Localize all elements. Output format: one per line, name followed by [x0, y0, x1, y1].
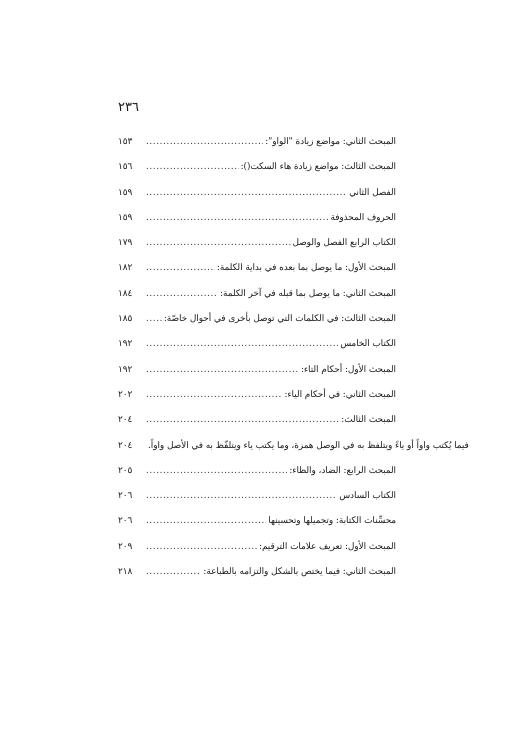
toc-entry — [118, 206, 396, 231]
toc-dot-leader — [146, 181, 347, 206]
toc-entry-title: المبحث الثالث: مواضع زيادة هاء السكت(): — [240, 162, 396, 173]
toc-dot-leader — [146, 332, 338, 357]
toc-entry-title: محسِّنات الكتابة: وتجميلها وتحسينها — [268, 516, 396, 527]
toc-entry — [118, 231, 396, 256]
toc-entry — [118, 282, 396, 307]
toc-entry — [118, 358, 396, 383]
toc-dot-leader — [146, 560, 201, 585]
toc-entry-page-number: ١٨٢ — [118, 263, 133, 274]
toc-entry-title: المبحث الثاني: فيما يختص بالشكل والتزامه بالطباعة: — [203, 567, 396, 578]
toc-dot-leader — [146, 231, 291, 256]
toc-entry-page-number: ١٥٦ — [118, 162, 133, 173]
toc-entry — [118, 256, 396, 281]
toc-entry-page-number: ٢٠٢ — [118, 389, 133, 400]
toc-entry-page-number: ١٥٩ — [118, 212, 133, 223]
toc-entry-page-number: ٢٠٩ — [118, 541, 133, 552]
toc-entry-title: الكتاب الخامس — [340, 339, 396, 350]
toc-entry-title: المبحث الأول: أحكام التاء: — [300, 364, 396, 375]
toc-entry-title: الكتاب الرابع الفصل والوصل — [292, 238, 396, 249]
toc-dot-leader — [146, 383, 282, 408]
toc-dot-leader — [146, 358, 299, 383]
toc-dot-leader — [146, 130, 263, 155]
toc-entry-title: المبحث الرابع: الضاد، والظاء: — [289, 465, 396, 476]
toc-entry-title: فيما يُكتب واواً أو ياءً ويتلفظ به في الوصل همزة، وما يكتب ياء ويتلفّظ به في الأصل واواً. — [148, 440, 469, 451]
toc-entry-page-number: ١٥٣ — [118, 137, 133, 147]
toc-dot-leader — [146, 535, 257, 560]
toc-entry-page-number: ١٨٥ — [118, 314, 133, 325]
toc-dot-leader — [146, 155, 239, 180]
toc-dot-leader — [146, 256, 215, 281]
toc-entry-page-number: ١٥٩ — [118, 187, 133, 198]
toc-entry-title: المبحث الأول: تعريف علامات الترقيم: — [258, 541, 396, 552]
toc-entry — [118, 383, 396, 408]
toc-entry-title: المبحث الثالث: — [341, 415, 396, 426]
toc-entry-title: المبحث الثاني: في أحكام الياء: — [284, 389, 396, 400]
toc-entry-title: المبحث الثالث: في الكلمات التي توصل بأخرى في أحوال خاصّة: — [163, 314, 396, 325]
toc-entry-page-number: ١٧٩ — [118, 238, 133, 249]
toc-entry — [118, 155, 396, 180]
toc-entry — [118, 560, 396, 585]
toc-entry-page-number: ٢٠٥ — [118, 465, 133, 476]
toc-entry-title: المبحث الثاني: مواضع زيادة "الواو": — [265, 137, 396, 147]
page-number: ٢٣٦ — [118, 100, 139, 115]
toc-entry — [118, 408, 396, 433]
toc-entry-title: الفصل الثاني — [349, 187, 396, 198]
toc-dot-leader — [146, 206, 329, 231]
toc-dot-leader — [146, 509, 266, 534]
toc-entry-title: الكتاب السادس — [339, 491, 396, 502]
toc-entry-page-number: ٢١٨ — [118, 567, 133, 578]
toc-entry — [118, 434, 469, 459]
toc-entry-title: المبحث الأول: ما يوصل بما بعده في بداية الكلمة: — [216, 263, 396, 274]
toc-entry-title: المبحث الثاني: ما يوصل بما قبله في آخر الكلمة: — [220, 288, 396, 299]
toc-entry-title: الحروف المحذوفة — [330, 212, 396, 223]
toc-dot-leader — [146, 484, 337, 509]
toc-entry — [118, 332, 396, 357]
toc-entry-page-number: ٢٠٤ — [118, 415, 133, 426]
toc-dot-leader — [146, 282, 218, 307]
toc-entry-page-number: ١٨٤ — [118, 288, 133, 299]
toc-entry — [118, 307, 396, 332]
toc-entry-page-number: ٢٠٦ — [118, 491, 133, 502]
toc-entry-page-number: ١٩٢ — [118, 339, 133, 350]
toc-entry — [118, 484, 396, 509]
toc-entry-page-number: ٢٠٦ — [118, 516, 133, 527]
toc-entry-page-number: ٢٠٤ — [118, 440, 133, 451]
toc-entry — [118, 459, 396, 484]
toc-dot-leader — [146, 307, 162, 332]
toc-dot-leader — [146, 459, 287, 484]
toc-entry — [118, 509, 396, 534]
table-of-contents — [118, 130, 469, 585]
toc-entry-page-number: ١٩٢ — [118, 364, 133, 375]
toc-entry — [118, 181, 396, 206]
toc-dot-leader — [146, 408, 339, 433]
toc-entry — [118, 130, 396, 155]
toc-entry — [118, 535, 396, 560]
